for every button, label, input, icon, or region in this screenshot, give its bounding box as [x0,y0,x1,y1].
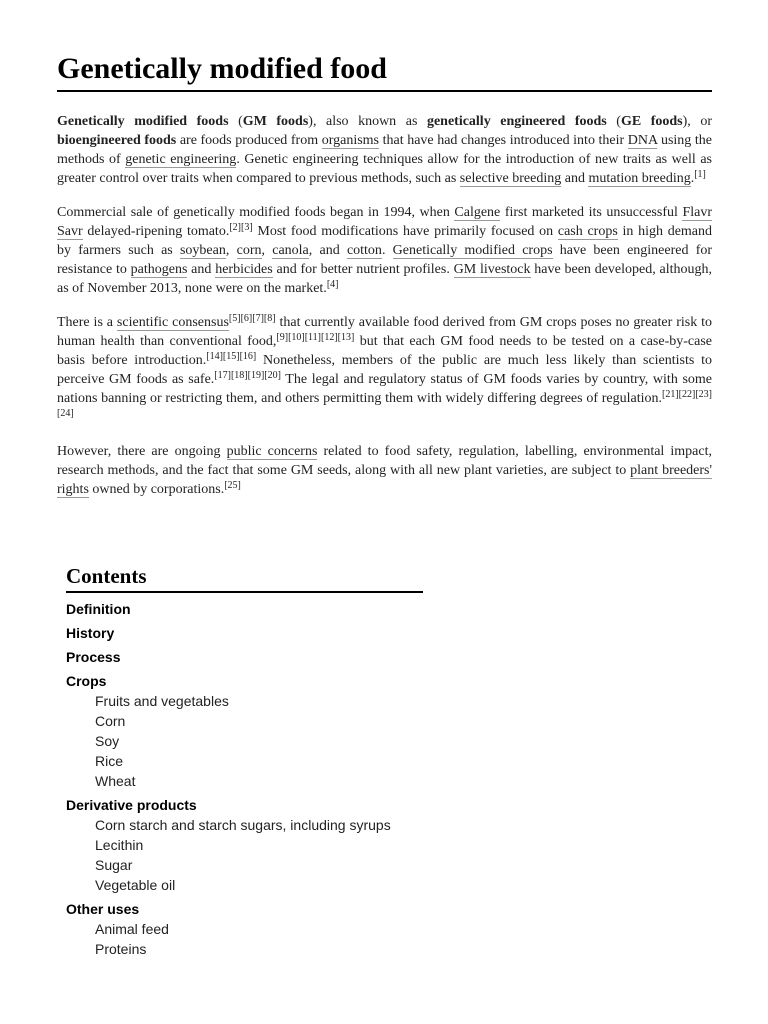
toc-sublink[interactable]: Rice [95,753,124,769]
citation[interactable]: [14][15][16] [206,351,257,362]
link-organisms[interactable]: organisms [321,133,380,148]
text: have been engineered for resistance to [57,243,713,277]
text: that have had changes introduced into their [379,133,628,148]
link-cash-crops[interactable]: cash crops [557,224,618,239]
bold-term: GE foods [620,114,683,129]
consensus-paragraph [57,313,712,427]
text: However, there are ongoing [57,444,227,459]
toc-link[interactable]: History [66,625,115,641]
toc-title: Contents [66,563,423,593]
toc-link[interactable]: Definition [66,601,131,617]
toc-link[interactable]: Derivative products [66,797,197,813]
text: using the methods of [57,133,712,167]
toc-sublink[interactable]: Soy [95,733,120,749]
text: in high demand by farmers such as [57,224,713,258]
toc-sublink[interactable]: Wheat [95,773,136,789]
toc-sublink[interactable]: Sugar [95,857,133,873]
link-calgene[interactable]: Calgene [454,205,501,220]
bold-term: bioengineered foods [57,133,177,148]
toc-list [66,600,423,959]
text: first marketed its unsuccessful [500,205,683,220]
link-public-concerns[interactable]: public concerns [226,444,318,459]
text: delayed-ripening tomato. [82,224,230,239]
toc-sublink[interactable]: Corn [95,713,126,729]
text: There is a [57,315,117,330]
toc-sublink[interactable]: Lecithin [95,837,144,853]
toc-sublink[interactable]: Vegetable oil [95,877,176,893]
text: owned by corporations. [88,482,225,497]
toc-section [66,900,423,959]
concerns-paragraph [57,442,712,499]
text: and for better nutrient profiles. [272,262,454,277]
citation[interactable]: [17][18][19][20] [214,370,281,381]
intro-paragraph [57,112,712,188]
link-cotton[interactable]: cotton [346,243,382,258]
link-scientific-consensus[interactable]: scientific consensus [116,315,229,330]
citation[interactable]: [5][6][7][8] [228,313,276,324]
citation[interactable]: [4] [326,279,339,290]
link-herbicides[interactable]: herbicides [215,262,273,277]
toc-section [66,648,423,667]
link-corn[interactable]: corn [236,243,262,258]
text: ( [606,114,621,129]
text: and [187,262,216,277]
citation[interactable]: [2] [229,222,241,233]
link-dna[interactable]: DNA [627,133,658,148]
text: , and [308,243,347,258]
text: that currently available food derived from GM crops poses no greater risk to human health than conventional food, [57,315,712,349]
toc-sublink[interactable]: Corn starch and starch sugars, including syrups [95,817,391,833]
toc-link[interactable]: Process [66,649,121,665]
toc-link[interactable]: Other uses [66,901,140,917]
toc-sublink[interactable]: Proteins [95,941,147,957]
text: related to food safety, regulation, labelling, environmental impact, research methods, and the fact that some GM seeds, along with all new plant varieties, are subject to [57,444,713,478]
toc-sublink[interactable]: Fruits and vegetables [95,693,229,709]
toc-section [66,600,423,619]
article [57,52,712,499]
page-title: Genetically modified food [57,52,712,92]
link-selective-breeding[interactable]: selective breeding [459,171,562,186]
link-pathogens[interactable]: pathogens [130,262,188,277]
citation[interactable]: [1] [694,169,706,180]
text: Most food modifications have primarily focused on [252,224,558,239]
text: ), also known as [308,114,427,129]
text: Nonetheless, members of the public are much less likely than scientists to perceive GM foods as safe. [57,353,713,387]
text: . Genetic engineering techniques allow for the introduction of new traits as well as greater control over traits when compared to previous methods, such as [57,152,712,186]
toc-section [66,672,423,791]
table-of-contents [66,563,423,964]
citation[interactable]: [3] [241,222,253,233]
toc-link[interactable]: Crops [66,673,107,689]
text: and [561,171,589,186]
text: have been developed, although, as of November 2013, none were on the market. [57,262,712,296]
text: ), or [682,114,712,129]
text: Commercial sale of genetically modified foods began in 1994, when [57,205,455,220]
citation[interactable]: [25] [224,480,241,491]
link-gm-livestock[interactable]: GM livestock [453,262,531,277]
citation[interactable]: [9][10][11][12][13] [276,332,355,343]
toc-sublink[interactable]: Animal feed [95,921,169,937]
text: . [381,243,393,258]
text: , [225,243,237,258]
bold-term: GM foods [242,114,309,129]
toc-section [66,796,423,895]
bold-term: Genetically modified foods [57,114,229,129]
link-gm-crops[interactable]: Genetically modified crops [392,243,553,258]
text: but that each GM food needs to be tested on a case-by-case basis before introduction. [57,334,712,368]
link-plant-breeders-rights[interactable]: plant breeders' rights [57,463,713,497]
toc-section [66,624,423,643]
citation[interactable]: [21][22][23][24] [57,389,712,419]
link-soybean[interactable]: soybean [179,243,226,258]
text: ( [228,114,243,129]
text: The legal and regulatory status of GM foods varies by country, with some nations banning or restricting them, and others permitting them with widely differing degrees of regulation. [57,372,712,406]
history-paragraph [57,203,712,298]
link-mutation-breeding[interactable]: mutation breeding [588,171,691,186]
text: . [690,171,695,186]
text: are foods produced from [176,133,322,148]
text: , [261,243,273,258]
link-flavr-savr[interactable]: Flavr Savr [57,205,712,239]
link-canola[interactable]: canola [272,243,309,258]
bold-term: genetically engineered foods [426,114,607,129]
link-genetic-engineering[interactable]: genetic engineering [125,152,237,167]
